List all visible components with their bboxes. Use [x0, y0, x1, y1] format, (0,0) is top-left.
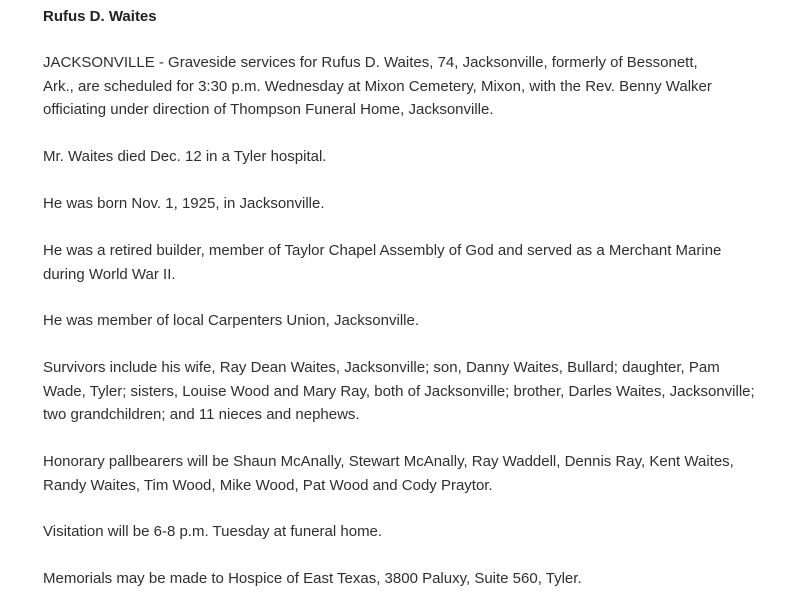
paragraph-visitation: [43, 520, 382, 544]
paragraph-line: during World War II.: [43, 265, 176, 283]
paragraph-line: Randy Waites, Tim Wood, Mike Wood, Pat Wood and Cody Praytor.: [43, 476, 493, 494]
paragraph-pallbearers: [43, 450, 734, 497]
paragraph-line: Mr. Waites died Dec. 12 in a Tyler hospital.: [43, 148, 327, 165]
paragraph-career: [43, 239, 721, 286]
paragraph-line: Memorials may be made to Hospice of East Texas, 3800 Paluxy, Suite 560, Tyler.: [43, 570, 582, 587]
paragraph-line: He was born Nov. 1, 1925, in Jacksonville.: [43, 195, 325, 212]
paragraph-line: He was member of local Carpenters Union, Jacksonville.: [43, 312, 419, 329]
paragraph-survivors: [43, 356, 755, 427]
paragraph-union: [43, 309, 419, 333]
paragraph-line: Wade, Tyler; sisters, Louise Wood and Mary Ray, both of Jacksonville; brother, Darles Waites, Jacksonville;: [43, 382, 755, 400]
paragraph-line: officiating under direction of Thompson Funeral Home, Jacksonville.: [43, 101, 494, 118]
paragraph-line: He was a retired builder, member of Taylor Chapel Assembly of God and served as a Merchant Marine: [43, 242, 722, 259]
paragraph-memorials: [43, 567, 582, 591]
paragraph-birth: [43, 192, 325, 216]
paragraph-line: Survivors include his wife, Ray Dean Waites, Jacksonville; son, Danny Waites, Bullard; daughter, Pam: [43, 359, 720, 376]
obituary-title: Rufus D. Waites: [43, 8, 157, 25]
paragraph-line: JACKSONVILLE - Graveside services for Rufus D. Waites, 74, Jacksonville, formerly of Bessonett,: [43, 54, 698, 71]
paragraph-death: [43, 145, 326, 169]
paragraph-line: Visitation will be 6-8 p.m. Tuesday at funeral home.: [43, 523, 383, 540]
paragraph-line: Honorary pallbearers will be Shaun McAnally, Stewart McAnally, Ray Waddell, Dennis Ray, Kent Waites,: [43, 453, 734, 470]
paragraph-services: [43, 51, 712, 122]
paragraph-line: two grandchildren; and 11 nieces and nephews.: [43, 406, 360, 423]
paragraph-line: Ark., are scheduled for 3:30 p.m. Wednesday at Mixon Cemetery, Mixon, with the Rev. Benny Walker: [43, 77, 712, 95]
